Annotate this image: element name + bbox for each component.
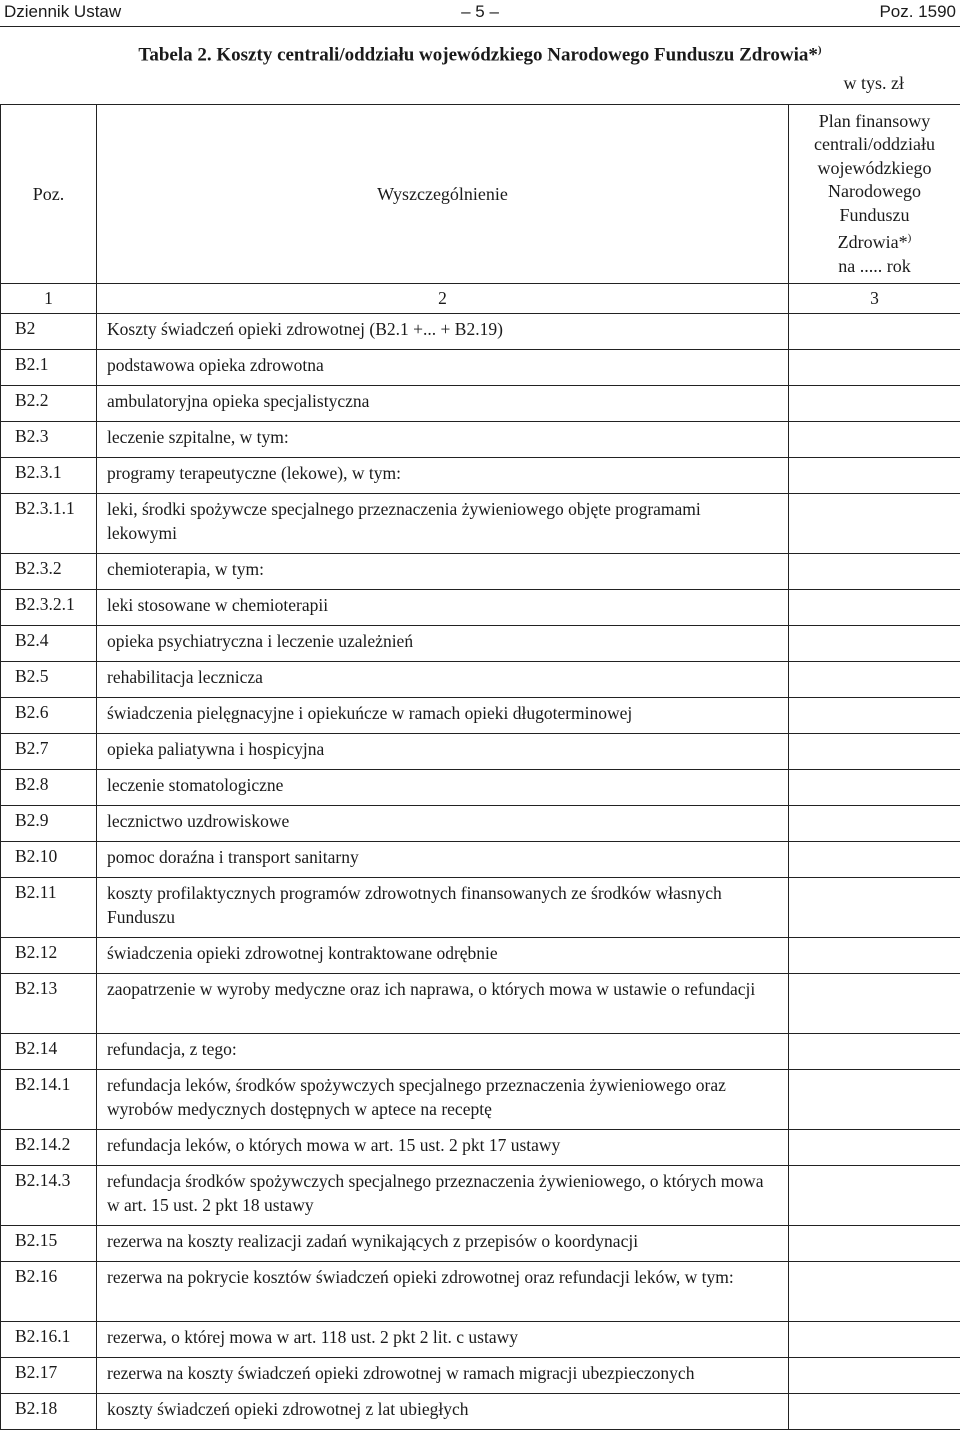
column-number-2: 2 xyxy=(97,284,789,314)
table-row xyxy=(1,314,960,350)
row-code: B2.6 xyxy=(1,698,97,734)
unit-label: w tys. zł xyxy=(844,73,905,94)
table-row xyxy=(1,422,960,458)
row-plan-value[interactable] xyxy=(789,734,960,770)
row-plan-value[interactable] xyxy=(789,314,960,350)
table-row xyxy=(1,938,960,974)
row-code: B2.15 xyxy=(1,1226,97,1262)
row-code: B2.3.2.1 xyxy=(1,590,97,626)
row-description: leki stosowane w chemioterapii xyxy=(97,590,789,626)
row-code: B2.1 xyxy=(1,350,97,386)
row-description: leczenie szpitalne, w tym: xyxy=(97,422,789,458)
row-description: koszty świadczeń opieki zdrowotnej z lat ubiegłych xyxy=(97,1394,789,1430)
row-plan-value[interactable] xyxy=(789,1034,960,1070)
row-plan-value[interactable] xyxy=(789,494,960,554)
row-plan-value[interactable] xyxy=(789,386,960,422)
table-row xyxy=(1,350,960,386)
row-code: B2.8 xyxy=(1,770,97,806)
row-plan-value[interactable] xyxy=(789,770,960,806)
row-code: B2.11 xyxy=(1,878,97,938)
table-title xyxy=(0,44,960,66)
column-header-plan xyxy=(789,105,960,284)
table-row xyxy=(1,458,960,494)
table-row xyxy=(1,1034,960,1070)
row-code: B2.9 xyxy=(1,806,97,842)
row-code: B2.10 xyxy=(1,842,97,878)
table-row xyxy=(1,1070,960,1130)
row-code: B2.14 xyxy=(1,1034,97,1070)
row-description: koszty profilaktycznych programów zdrowotnych finansowanych ze środków własnych Funduszu xyxy=(97,878,789,938)
row-plan-value[interactable] xyxy=(789,1226,960,1262)
table-row xyxy=(1,842,960,878)
column-header-desc: Wyszczególnienie xyxy=(97,105,789,284)
page-number: – 5 – xyxy=(0,2,960,22)
row-plan-value[interactable] xyxy=(789,938,960,974)
row-description: rehabilitacja lecznicza xyxy=(97,662,789,698)
plan-header-line: centrali/oddziału xyxy=(795,133,954,157)
row-plan-value[interactable] xyxy=(789,590,960,626)
table-row xyxy=(1,494,960,554)
table-row xyxy=(1,974,960,1034)
row-description: refundacja, z tego: xyxy=(97,1034,789,1070)
row-description: opieka psychiatryczna i leczenie uzależnień xyxy=(97,626,789,662)
table-row xyxy=(1,1262,960,1322)
row-code: B2.3.2 xyxy=(1,554,97,590)
row-description: refundacja leków, środków spożywczych specjalnego przeznaczenia żywieniowego oraz wyrobów medycznych dostępnych w aptece na receptę xyxy=(97,1070,789,1130)
row-description: leczenie stomatologiczne xyxy=(97,770,789,806)
row-code: B2.16.1 xyxy=(1,1322,97,1358)
row-code: B2.16 xyxy=(1,1262,97,1322)
table-row xyxy=(1,806,960,842)
position-number: Poz. 1590 xyxy=(879,2,956,22)
row-description: ambulatoryjna opieka specjalistyczna xyxy=(97,386,789,422)
table-row xyxy=(1,1394,960,1430)
table-row xyxy=(1,698,960,734)
row-code: B2.13 xyxy=(1,974,97,1034)
row-code: B2.3 xyxy=(1,422,97,458)
row-code: B2 xyxy=(1,314,97,350)
row-code: B2.5 xyxy=(1,662,97,698)
table-row xyxy=(1,1226,960,1262)
row-description: zaopatrzenie w wyroby medyczne oraz ich naprawa, o których mowa w ustawie o refundacji xyxy=(97,974,789,1034)
table-row xyxy=(1,878,960,938)
row-plan-value[interactable] xyxy=(789,842,960,878)
row-code: B2.18 xyxy=(1,1394,97,1430)
cost-table xyxy=(0,104,960,1430)
row-description: leki, środki spożywcze specjalnego przeznaczenia żywieniowego objęte programami lekowymi xyxy=(97,494,789,554)
plan-header-line: wojewódzkiego xyxy=(795,157,954,181)
table-row xyxy=(1,770,960,806)
table-row xyxy=(1,1358,960,1394)
row-code: B2.12 xyxy=(1,938,97,974)
row-description: rezerwa na koszty świadczeń opieki zdrowotnej w ramach migracji ubezpieczonych xyxy=(97,1358,789,1394)
row-description: Koszty świadczeń opieki zdrowotnej (B2.1 +... + B2.19) xyxy=(97,314,789,350)
row-description: rezerwa na koszty realizacji zadań wynikających z przepisów o koordynacji xyxy=(97,1226,789,1262)
row-description: podstawowa opieka zdrowotna xyxy=(97,350,789,386)
table-row xyxy=(1,662,960,698)
row-plan-value[interactable] xyxy=(789,1166,960,1226)
table-header-row xyxy=(1,105,960,284)
row-plan-value[interactable] xyxy=(789,698,960,734)
row-description: opieka paliatywna i hospicyjna xyxy=(97,734,789,770)
table-row xyxy=(1,626,960,662)
table-row xyxy=(1,386,960,422)
row-plan-value[interactable] xyxy=(789,1394,960,1430)
row-plan-value[interactable] xyxy=(789,806,960,842)
row-description: chemioterapia, w tym: xyxy=(97,554,789,590)
row-description: lecznictwo uzdrowiskowe xyxy=(97,806,789,842)
plan-header-lines xyxy=(789,110,960,228)
row-description: programy terapeutyczne (lekowe), w tym: xyxy=(97,458,789,494)
row-plan-value[interactable] xyxy=(789,1358,960,1394)
row-description: rezerwa na pokrycie kosztów świadczeń opieki zdrowotnej oraz refundacji leków, w tym: xyxy=(97,1262,789,1322)
table-row xyxy=(1,1166,960,1226)
table-row xyxy=(1,590,960,626)
journal-name: Dziennik Ustaw xyxy=(4,2,121,22)
row-plan-value[interactable] xyxy=(789,974,960,1034)
row-description: pomoc doraźna i transport sanitarny xyxy=(97,842,789,878)
row-code: B2.14.3 xyxy=(1,1166,97,1226)
row-code: B2.3.1.1 xyxy=(1,494,97,554)
column-number-1: 1 xyxy=(1,284,97,314)
table-body xyxy=(1,314,960,1430)
row-plan-value[interactable] xyxy=(789,1070,960,1130)
row-description: świadczenia opieki zdrowotnej kontraktowane odrębnie xyxy=(97,938,789,974)
table-row xyxy=(1,1322,960,1358)
row-plan-value[interactable] xyxy=(789,554,960,590)
row-description: świadczenia pielęgnacyjne i opiekuńcze w ramach opieki długoterminowej xyxy=(97,698,789,734)
row-plan-value[interactable] xyxy=(789,1130,960,1166)
row-code: B2.2 xyxy=(1,386,97,422)
plan-footnote-mark: ) xyxy=(908,232,912,244)
row-plan-value[interactable] xyxy=(789,1262,960,1322)
table-title-footnote-mark: ) xyxy=(818,44,822,56)
row-plan-value[interactable] xyxy=(789,878,960,938)
row-plan-value[interactable] xyxy=(789,458,960,494)
plan-header-line: Narodowego xyxy=(795,180,954,204)
table-row xyxy=(1,1130,960,1166)
plan-year: na ..... rok xyxy=(789,255,960,279)
row-plan-value[interactable] xyxy=(789,626,960,662)
row-plan-value[interactable] xyxy=(789,350,960,386)
row-code: B2.14.1 xyxy=(1,1070,97,1130)
row-code: B2.4 xyxy=(1,626,97,662)
row-plan-value[interactable] xyxy=(789,662,960,698)
row-plan-value[interactable] xyxy=(789,1322,960,1358)
column-number-3: 3 xyxy=(789,284,960,314)
row-code: B2.14.2 xyxy=(1,1130,97,1166)
row-description: refundacja środków spożywczych specjalnego przeznaczenia żywieniowego, o których mowa w art. 15 ust. 2 pkt 18 ustawy xyxy=(97,1166,789,1226)
row-code: B2.17 xyxy=(1,1358,97,1394)
plan-zdrowia: Zdrowia* xyxy=(838,232,908,252)
table-row xyxy=(1,554,960,590)
page-header xyxy=(0,0,960,27)
column-header-pos: Poz. xyxy=(1,105,97,284)
plan-header-line: Plan finansowy xyxy=(795,110,954,134)
table-row xyxy=(1,734,960,770)
row-description: refundacja leków, o których mowa w art. 15 ust. 2 pkt 17 ustawy xyxy=(97,1130,789,1166)
plan-header-line: Funduszu xyxy=(795,204,954,228)
row-plan-value[interactable] xyxy=(789,422,960,458)
table-title-text: Tabela 2. Koszty centrali/oddziału wojewódzkiego Narodowego Funduszu Zdrowia* xyxy=(138,44,817,65)
row-code: B2.7 xyxy=(1,734,97,770)
row-code: B2.3.1 xyxy=(1,458,97,494)
row-description: rezerwa, o której mowa w art. 118 ust. 2 pkt 2 lit. c ustawy xyxy=(97,1322,789,1358)
column-number-row xyxy=(1,284,960,314)
